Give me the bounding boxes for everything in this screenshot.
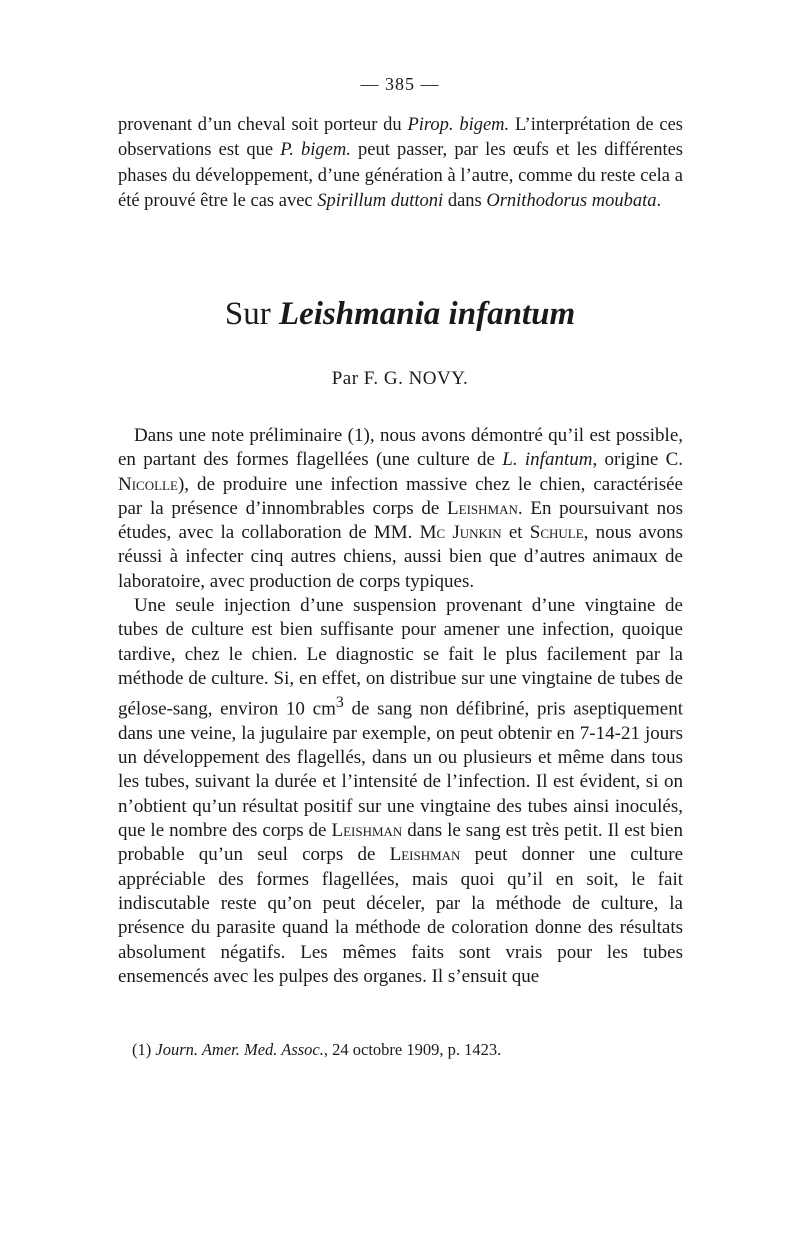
body-paragraph-2 xyxy=(118,594,683,989)
intro-text: peut passer, par les œufs et les différentes phases du développement, d’une génération à l’autre, comme du reste cela a été prouvé être le cas avec xyxy=(118,140,683,211)
footnote-italic: Journ. Amer. Med. Assoc. xyxy=(155,1040,324,1059)
body-text: dans le sang est très petit. Il est bien probable qu’un seul corps de xyxy=(118,820,683,866)
footnote-text: , 24 octobre 1909, p. 1423. xyxy=(323,1040,502,1059)
body-text: peut donner une culture appréciable des formes flagellées, mais quoi qu’il en soit, le fait indiscutable reste qu’on peut déceler, par la méthode de culture, la présence du parasite quand la méthode de coloration donne des résultats absolument négatifs. Les mêmes faits sont vrais pour les tubes ensemencés avec les pulpes des organes. Il s’ensuit que xyxy=(118,844,683,987)
intro-text: . xyxy=(656,190,662,211)
body-text: ), de produire une infection massive chez le chien, caractérisée par la présence d’innombrables corps de xyxy=(118,473,683,519)
page-number: — 385 — xyxy=(360,74,440,94)
intro-italic: P. bigem. xyxy=(280,140,351,161)
body-smallcaps: Schule xyxy=(529,522,584,544)
superscript: 3 xyxy=(335,694,344,712)
body-smallcaps: Leishman xyxy=(389,844,461,866)
body-text: et xyxy=(501,522,530,544)
intro-italic: Ornithodorus moubata xyxy=(486,190,657,211)
body-smallcaps: Nicolle xyxy=(118,473,178,495)
body-italic: L. infantum xyxy=(502,449,593,471)
body-smallcaps: Leishman xyxy=(447,497,518,519)
intro-italic: Spirillum duttoni xyxy=(317,190,444,211)
body-text: Une seule injection d’une suspension provenant d’une vingtaine de tubes de culture est bien suffisante pour amener une infection, quoique tardive, chez le chien. Le diagnostic se fait le plus facilement par la méthode de culture. Si, en effet, on distribue sur une vingtaine de tubes de gélose-sang, environ 10 cm xyxy=(118,595,683,720)
footnote xyxy=(132,1039,692,1061)
intro-italic: Pirop. bigem. xyxy=(407,115,510,135)
body-paragraph-1 xyxy=(118,424,683,594)
body-text: . En poursuivant nos études, avec la collaboration de MM. xyxy=(118,497,683,544)
body-text: Dans une note préliminaire (1), nous avons démontré qu’il est possible, en partant des formes flagellées (une culture de xyxy=(118,425,683,471)
intro-text: L’interprétation de ces observations est que xyxy=(118,115,683,161)
footnote-text: (1) xyxy=(132,1040,156,1059)
body-text: , nous avons réussi à infecter cinq autres chiens, aussi bien que d’autres animaux de laboratoire, avec production de corps typiques. xyxy=(118,522,683,592)
intro-paragraph xyxy=(118,113,683,214)
body-text: , origine C. xyxy=(592,449,684,471)
article-author: Par F. G. NOVY. xyxy=(331,368,469,389)
article-body xyxy=(118,424,683,989)
body-smallcaps: Leishman xyxy=(331,820,403,842)
body-text: de sang non défibriné, pris aseptiquement dans une veine, la jugulaire par exemple, on peut obtenir en 7-14-21 jours un développement des flagellés, dans un ou plusieurs et même dans tous les tubes, suivant la durée et l’intensité de l’infection. Il est évident, si on n’obtient qu’un résultat positif sur une vingtaine des tubes ainsi inoculés, que le nombre des corps de xyxy=(118,698,683,842)
intro-text: provenant d’un cheval soit porteur du xyxy=(118,115,408,135)
title-italic: Leishmania infantum xyxy=(278,296,576,332)
title-prefix: Sur xyxy=(224,296,279,332)
intro-text: dans xyxy=(443,190,487,211)
article-title xyxy=(0,296,800,333)
body-smallcaps: Mc Junkin xyxy=(419,522,502,544)
